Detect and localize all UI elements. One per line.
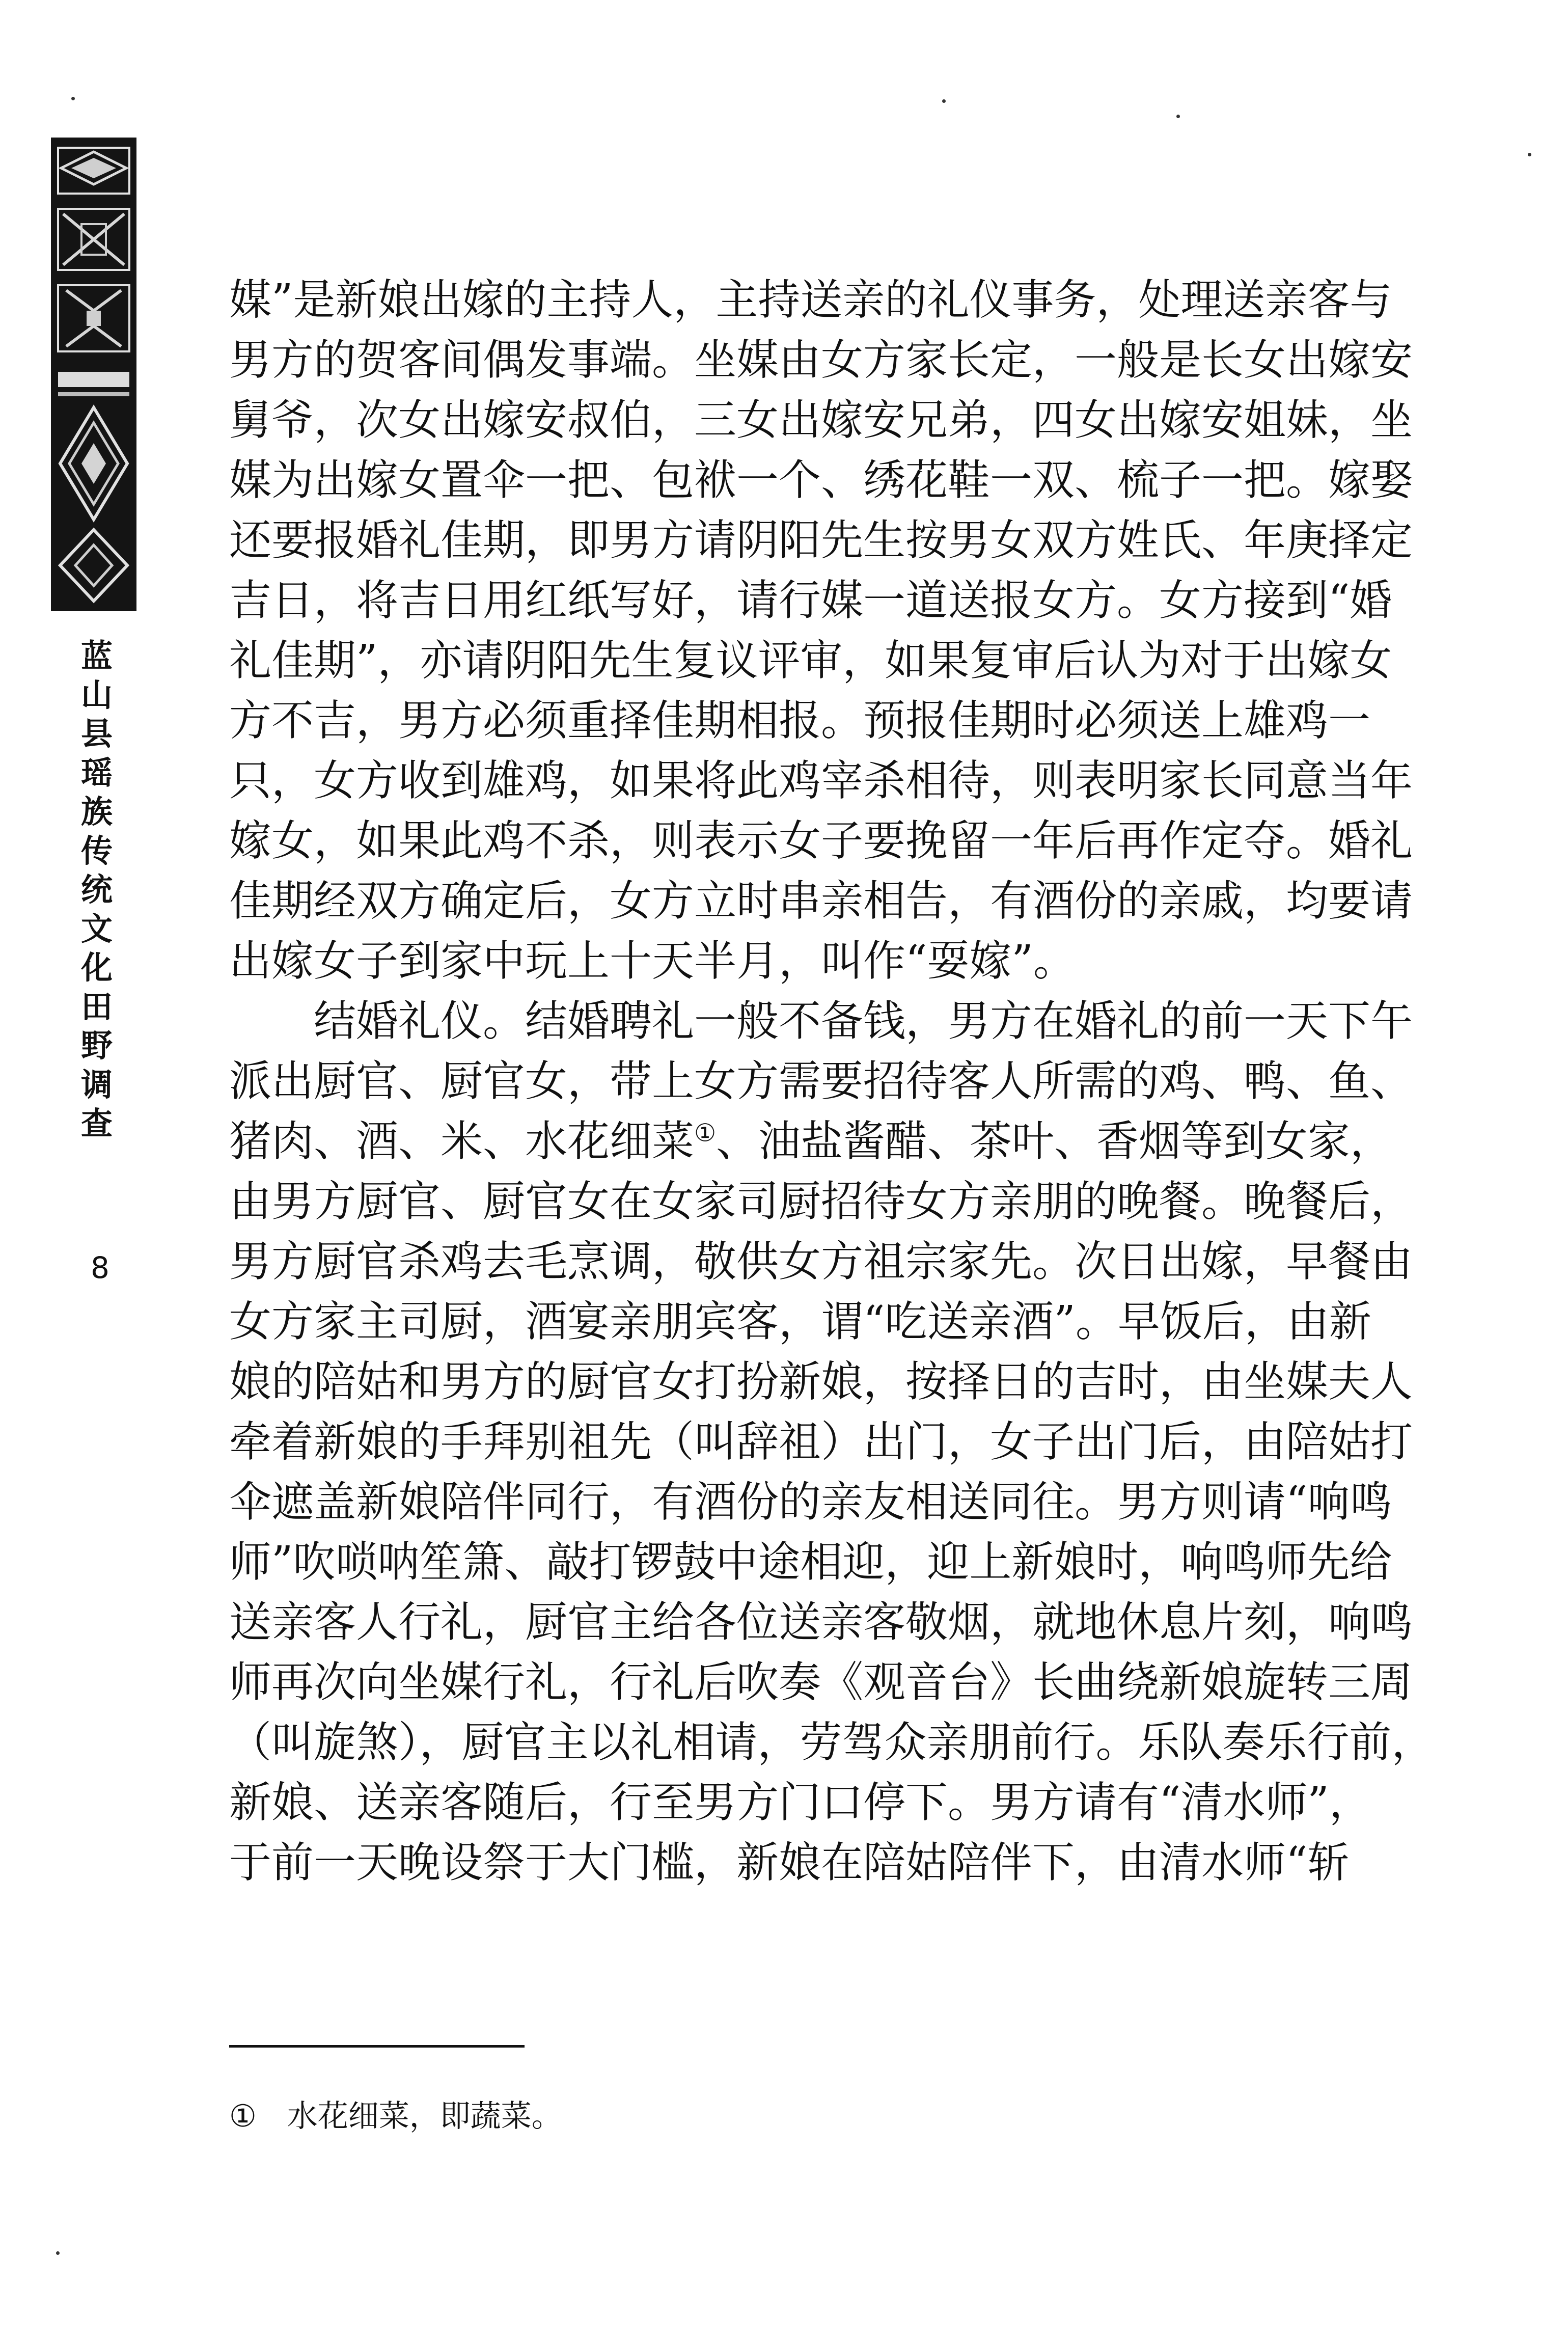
text-line: 师再次向坐媒行礼，行礼后吹奏《观音台》长曲绕新娘旋转三周 bbox=[229, 1657, 1413, 1707]
text-line: 媒为出嫁女置伞一把、包袱一个、绣花鞋一双、梳子一把。嫁娶 bbox=[229, 455, 1413, 505]
footnote-text: 水花细菜，即蔬菜。 bbox=[287, 2098, 562, 2134]
text-line: 男方厨官杀鸡去毛烹调，敬供女方祖宗家先。次日出嫁，早餐由 bbox=[229, 1237, 1413, 1286]
text-line: 派出厨官、厨官女，带上女方需要招待客人所需的鸡、鸭、鱼、 bbox=[229, 1056, 1413, 1106]
book-title-char: 族 bbox=[80, 793, 113, 830]
text-line-with-footnote bbox=[229, 1111, 1426, 1171]
book-title-char: 文 bbox=[80, 910, 113, 947]
scan-speck bbox=[1528, 153, 1531, 156]
text-line: 送亲客人行礼，厨官主给各位送亲客敬烟，就地休息片刻，响鸣 bbox=[229, 1597, 1413, 1647]
book-title-char: 化 bbox=[80, 949, 113, 986]
scan-speck bbox=[1176, 115, 1180, 118]
footnote bbox=[229, 2096, 562, 2137]
text-segment: 、油盐酱醋、茶叶、香烟等到女家， bbox=[716, 1116, 1393, 1166]
book-title-char: 山 bbox=[80, 676, 113, 714]
text-line: 师”吹唢呐笙箫、敲打锣鼓中途相迎，迎上新娘时，响鸣师先给 bbox=[229, 1537, 1392, 1587]
page-number: 8 bbox=[91, 1250, 109, 1285]
text-segment: 猪肉、酒、米、水花细菜 bbox=[229, 1116, 694, 1166]
text-line: 只，女方收到雄鸡，如果将此鸡宰杀相待，则表明家长同意当年 bbox=[229, 756, 1413, 805]
text-line: 伞遮盖新娘陪伴同行，有酒份的亲友相送同往。男方则请“响鸣 bbox=[229, 1477, 1392, 1527]
brocade-pattern-icon bbox=[51, 138, 136, 611]
paragraph-start-line: 结婚礼仪。结婚聘礼一般不备钱，男方在婚礼的前一天下午 bbox=[314, 996, 1413, 1046]
scan-speck bbox=[942, 99, 946, 103]
text-line: 男方的贺客间偶发事端。坐媒由女方家长定，一般是长女出嫁安 bbox=[229, 335, 1413, 385]
text-line: 新娘、送亲客随后，行至男方门口停下。男方请有“清水师”， bbox=[229, 1778, 1371, 1827]
footnote-marker: ① bbox=[229, 2098, 257, 2134]
side-ornament bbox=[51, 138, 136, 611]
text-line: 由男方厨官、厨官女在女家司厨招待女方亲朋的晚餐。晚餐后， bbox=[229, 1177, 1413, 1226]
book-title-char: 蓝 bbox=[80, 637, 113, 674]
text-line: 还要报婚礼佳期，即男方请阴阳先生按男女双方姓氏、年庚择定 bbox=[229, 515, 1413, 565]
book-title-char: 调 bbox=[80, 1066, 113, 1103]
text-line: 媒”是新娘出嫁的主持人，主持送亲的礼仪事务，处理送亲客与 bbox=[229, 275, 1392, 324]
book-title-char: 田 bbox=[80, 988, 113, 1025]
text-line: 嫁女，如果此鸡不杀，则表示女子要挽留一年后再作定夺。婚礼 bbox=[229, 816, 1413, 865]
text-line: 方不吉，男方必须重择佳期相报。预报佳期时必须送上雄鸡一 bbox=[229, 696, 1370, 745]
text-line: 舅爷，次女出嫁安叔伯，三女出嫁安兄弟，四女出嫁安姐妹，坐 bbox=[229, 395, 1413, 445]
book-title-vertical bbox=[79, 637, 114, 1143]
text-line: 牵着新娘的手拜别祖先（叫辞祖）出门，女子出门后，由陪姑打 bbox=[229, 1417, 1413, 1466]
book-title-char: 统 bbox=[80, 871, 113, 908]
text-line: 娘的陪姑和男方的厨官女打扮新娘，按择日的吉时，由坐媒夫人 bbox=[229, 1357, 1413, 1406]
footnote-reference[interactable]: ① bbox=[694, 1119, 717, 1148]
text-line: 礼佳期”，亦请阴阳先生复议评审，如果复审后认为对于出嫁女 bbox=[229, 636, 1392, 685]
book-title-char: 野 bbox=[80, 1027, 113, 1064]
book-title-char: 瑶 bbox=[80, 754, 113, 792]
book-title-char: 查 bbox=[80, 1105, 113, 1142]
text-line: 吉日，将吉日用红纸写好，请行媒一道送报女方。女方接到“婚 bbox=[229, 576, 1392, 625]
text-line bbox=[229, 1893, 1426, 1953]
scan-speck bbox=[56, 2251, 60, 2255]
footnote-divider bbox=[229, 2045, 525, 2048]
book-title-char: 县 bbox=[80, 715, 113, 752]
text-line: 出嫁女子到家中玩上十天半月，叫作“耍嫁”。 bbox=[229, 936, 1076, 986]
body-text bbox=[229, 270, 1434, 1953]
book-title-char: 传 bbox=[80, 832, 113, 869]
text-line: 女方家主司厨，酒宴亲朋宾客，谓“吃送亲酒”。早饭后，由新 bbox=[229, 1297, 1371, 1346]
text-line: 佳期经双方确定后，女方立时串亲相告，有酒份的亲戚，均要请 bbox=[229, 876, 1413, 925]
text-line: 于前一天晚设祭于大门槛，新娘在陪姑陪伴下，由清水师“斩 bbox=[229, 1838, 1350, 1887]
scan-speck bbox=[71, 97, 75, 100]
text-line: （叫旋煞），厨官主以礼相请，劳驾众亲朋前行。乐队奏乐行前， bbox=[229, 1718, 1434, 1767]
